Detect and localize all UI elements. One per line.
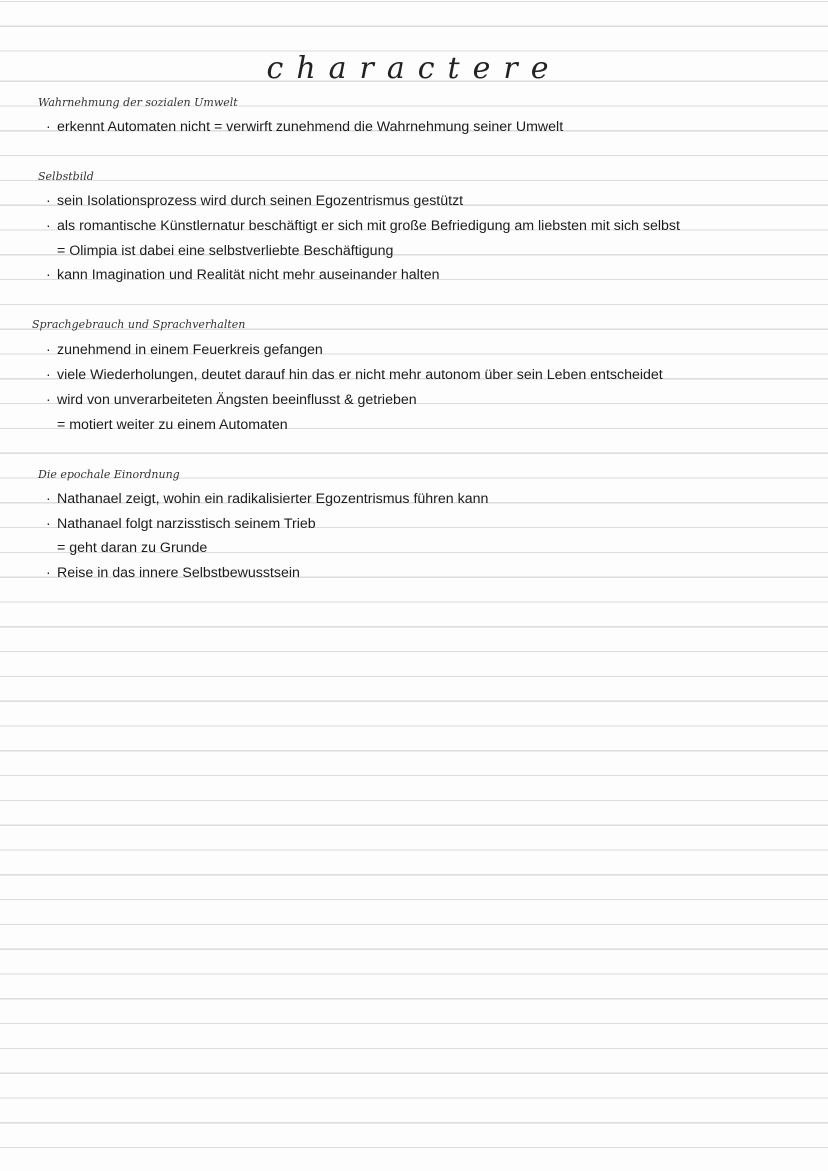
section-heading-social-perception: Wahrnehmung der sozialen Umwelt bbox=[38, 96, 238, 109]
section-heading-self-image: Selbstbild bbox=[38, 170, 94, 183]
note-line bbox=[46, 391, 417, 409]
note-line bbox=[46, 192, 463, 210]
note-line bbox=[46, 118, 563, 136]
bullet-point: · bbox=[46, 367, 51, 383]
bullet-point: · bbox=[46, 267, 51, 283]
note-text: als romantische Künstlernatur beschäftigt er sich mit große Befriedigung am liebsten mit sich selbst bbox=[57, 218, 680, 234]
note-line bbox=[46, 366, 663, 384]
note-text: zunehmend in einem Feuerkreis gefangen bbox=[57, 342, 323, 358]
note-text: sein Isolationsprozess wird durch seinen Egozentrismus gestützt bbox=[57, 193, 464, 209]
bullet-point: · bbox=[46, 565, 51, 581]
note-text: erkennt Automaten nicht = verwirft zunehmend die Wahrnehmung seiner Umwelt bbox=[57, 119, 564, 135]
note-line bbox=[46, 539, 207, 557]
note-line bbox=[46, 564, 300, 582]
bullet-point: · bbox=[46, 516, 51, 532]
section-heading-language-use: Sprachgebrauch und Sprachverhalten bbox=[32, 318, 246, 331]
bullet-point: · bbox=[46, 193, 51, 209]
bullet-point: · bbox=[46, 342, 51, 358]
note-line bbox=[46, 242, 393, 260]
note-text: = Olimpia ist dabei eine selbstverliebte Beschäftigung bbox=[57, 243, 394, 259]
note-line bbox=[46, 515, 316, 533]
note-line bbox=[46, 266, 440, 284]
note-line bbox=[46, 416, 288, 434]
note-text: = motiert weiter zu einem Automaten bbox=[57, 417, 288, 433]
section-heading-epoch-classification: Die epochale Einordnung bbox=[38, 468, 180, 481]
note-text: Nathanael zeigt, wohin ein radikalisierter Egozentrismus führen kann bbox=[57, 491, 489, 507]
page-title: charactere bbox=[266, 51, 562, 86]
note-text: wird von unverarbeiteten Ängsten beeinflusst & getrieben bbox=[57, 392, 417, 408]
note-text: kann Imagination und Realität nicht mehr auseinander halten bbox=[57, 267, 440, 283]
note-line bbox=[46, 490, 488, 508]
bullet-point: · bbox=[46, 218, 51, 234]
note-text: viele Wiederholungen, deutet darauf hin das er nicht mehr autonom über sein Leben entscheidet bbox=[57, 367, 663, 383]
bullet-point: · bbox=[46, 392, 51, 408]
note-text: Reise in das innere Selbstbewusstsein bbox=[57, 565, 300, 581]
note-text: Nathanael folgt narzisstisch seinem Trieb bbox=[57, 516, 316, 532]
bullet-point: · bbox=[46, 119, 51, 135]
note-line bbox=[46, 217, 680, 235]
bullet-point: · bbox=[46, 491, 51, 507]
note-line bbox=[46, 341, 323, 359]
note-text: = geht daran zu Grunde bbox=[57, 540, 208, 556]
